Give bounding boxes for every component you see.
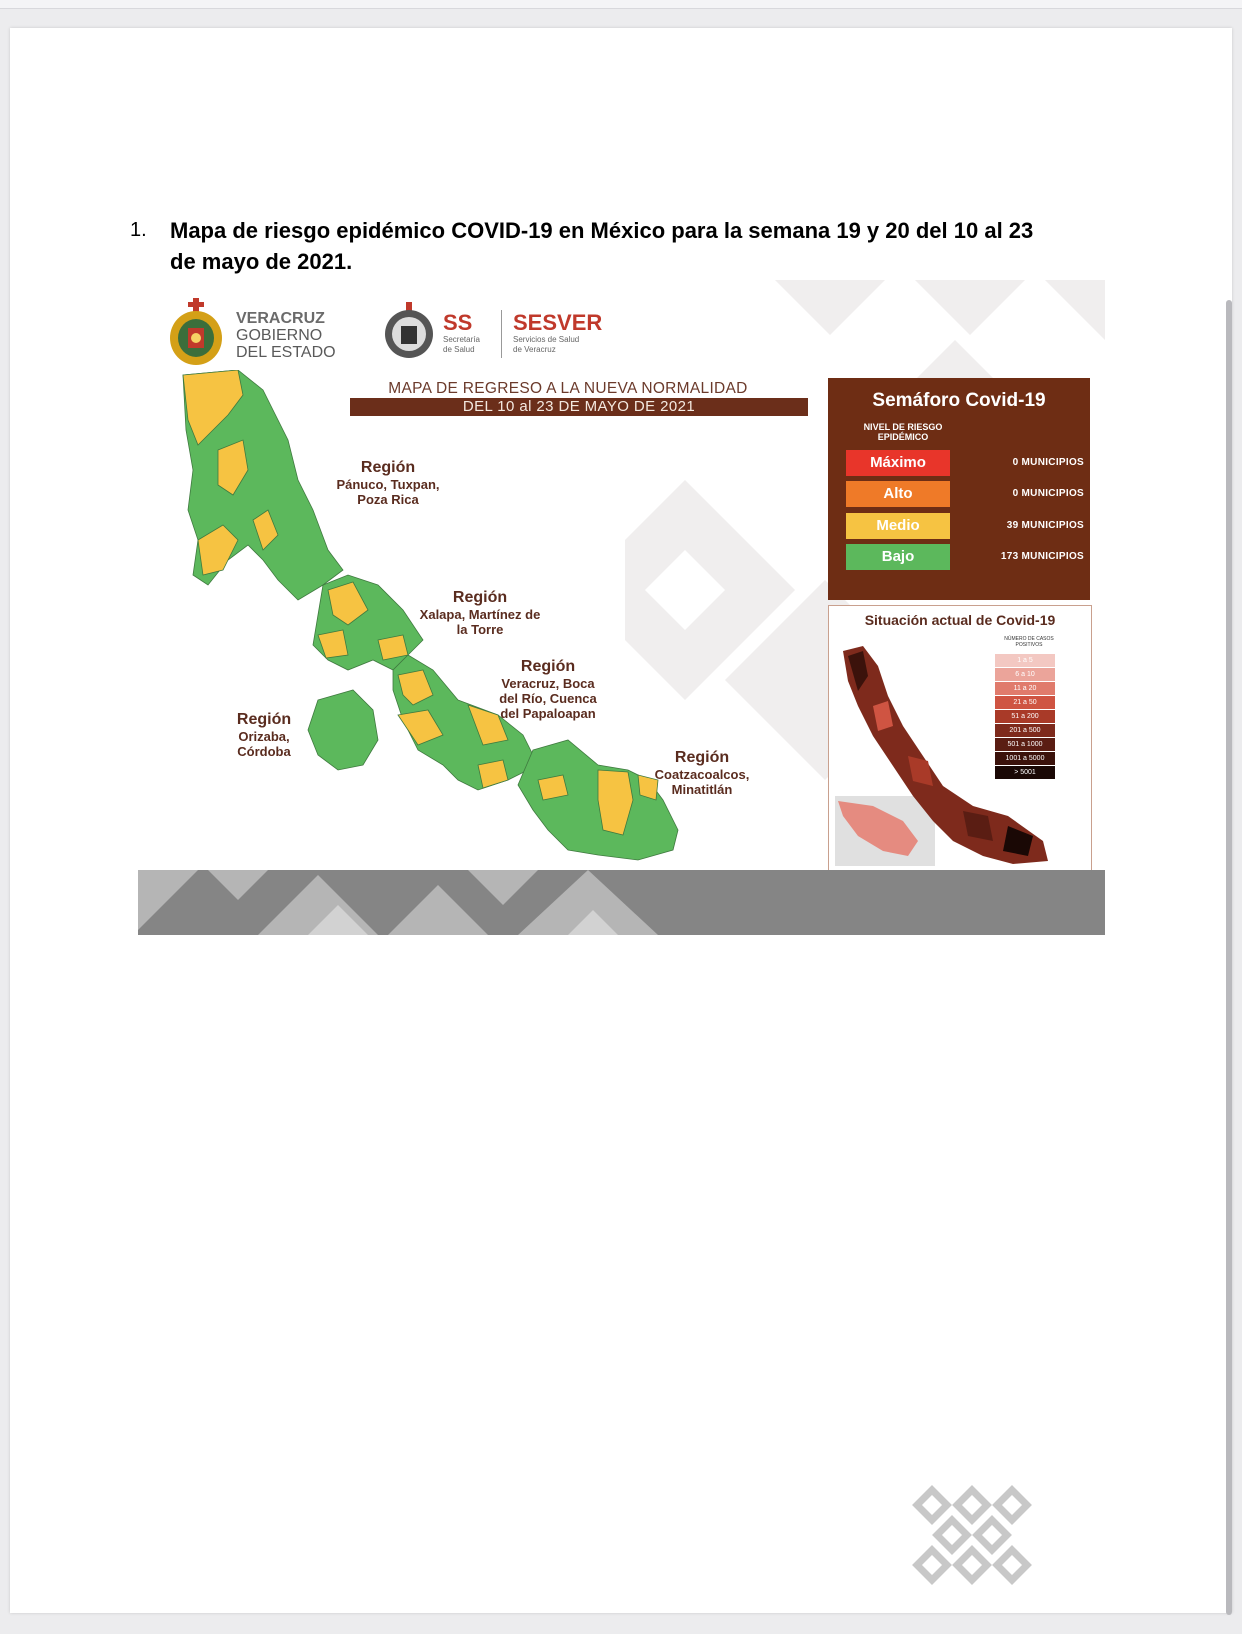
region-line: Veracruz, Boca [501, 676, 595, 691]
decorative-watermark-icon [902, 1480, 1042, 1590]
case-range: 501 a 1000 [995, 738, 1055, 751]
sesver-sub-line2: de Veracruz [513, 345, 556, 354]
level-alto: Alto [846, 481, 950, 507]
region-line: Xalapa, Martínez de [419, 607, 541, 622]
veracruz-name: VERACRUZ [236, 310, 325, 327]
region-line: del Papaloapan [500, 706, 596, 721]
ss-label: SS [443, 310, 473, 335]
level-maximo-count: 0 MUNICIPIOS [1012, 457, 1084, 468]
map-date-banner: DEL 10 al 23 DE MAYO DE 2021 [350, 398, 808, 416]
veracruz-logo-text [236, 310, 336, 361]
situacion-title: Situación actual de Covid-19 [864, 612, 1056, 628]
footer-band [138, 870, 1105, 935]
level-alto-count: 0 MUNICIPIOS [1012, 488, 1084, 499]
section-heading [130, 215, 1060, 277]
heading-text: Mapa de riesgo epidémico COVID-19 en México para la semana 19 y 20 del 10 al 23 de mayo de 2021. [170, 218, 1034, 274]
sesver-label: SESVER [513, 310, 603, 335]
region-line: Minatitlán [671, 782, 733, 797]
list-number: 1. [130, 219, 147, 241]
situacion-actual-panel [828, 605, 1092, 872]
gobierno-label: GOBIERNO [236, 327, 323, 344]
map-title: MAPA DE REGRESO A LA NUEVA NORMALIDAD [388, 380, 748, 397]
cases-legend-title: NÚMERO DE CASOS POSITIVOS [1004, 636, 1054, 648]
case-range: 51 a 200 [995, 710, 1055, 723]
legend-subtitle: NIVEL DE RIESGO EPIDÉMICO [863, 422, 943, 442]
footer-pattern [138, 870, 698, 935]
ss-shield-icon [383, 302, 435, 360]
case-range: 11 a 20 [995, 682, 1055, 695]
region-line: la Torre [456, 622, 504, 637]
sesver-sub-line1: Servicios de Salud [513, 335, 580, 344]
ss-subtitle [443, 335, 480, 355]
region-title: Región [360, 459, 416, 476]
window-top-bar [0, 0, 1242, 9]
level-medio: Medio [846, 513, 950, 539]
sesver-subtitle [513, 335, 579, 355]
region-title: Región [236, 711, 292, 728]
covid-cases-map [833, 646, 1063, 868]
region-line: Poza Rica [357, 492, 419, 507]
covid-map-figure [138, 280, 1105, 975]
legend-title: Semáforo Covid-19 [872, 390, 1046, 411]
case-range: 21 a 50 [995, 696, 1055, 709]
level-medio-count: 39 MUNICIPIOS [1006, 520, 1084, 531]
level-bajo: Bajo [846, 544, 950, 570]
region-title: Región [674, 749, 730, 766]
region-line: Córdoba [237, 744, 291, 759]
region-line: Pánuco, Tuxpan, [336, 477, 440, 492]
region-label-coatzacoalcos [643, 748, 761, 797]
region-line: del Río, Cuenca [499, 691, 597, 706]
estado-label: DEL ESTADO [236, 344, 336, 361]
region-label-xalapa [398, 588, 562, 637]
region-label-veracruz [483, 657, 613, 721]
veracruz-coat-of-arms-icon [166, 298, 226, 368]
case-range: 1001 a 5000 [995, 752, 1055, 765]
region-title: Región [452, 589, 508, 606]
region-label-orizaba [223, 710, 305, 759]
ss-sub-line1: Secretaría [443, 335, 480, 344]
ss-sub-line2: de Salud [443, 345, 475, 354]
case-range: 6 a 10 [995, 668, 1055, 681]
level-bajo-count: 173 MUNICIPIOS [1000, 551, 1084, 562]
scrollbar[interactable] [1226, 300, 1232, 1615]
region-label-panuco [323, 458, 453, 507]
semaforo-legend [828, 378, 1090, 600]
region-line: Orizaba, [238, 729, 290, 744]
level-maximo: Máximo [846, 450, 950, 476]
region-line: Coatzacoalcos, [654, 767, 750, 782]
logo-divider [501, 310, 502, 358]
case-range: 1 a 5 [995, 654, 1055, 667]
case-range: > 5001 [995, 766, 1055, 779]
region-title: Región [520, 658, 576, 675]
case-range: 201 a 500 [995, 724, 1055, 737]
